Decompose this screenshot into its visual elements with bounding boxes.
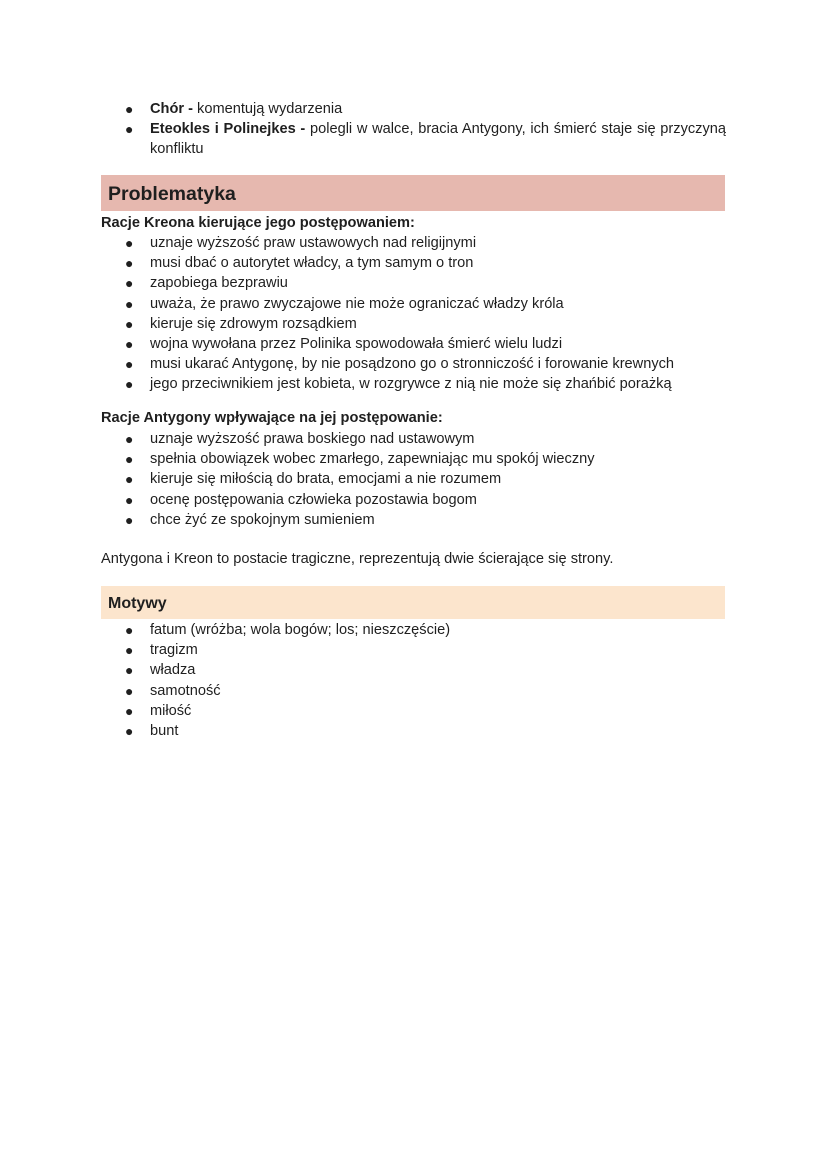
list-item — [125, 273, 750, 293]
list-item — [125, 233, 750, 253]
list-item-text: spełnia obowiązek wobec zmarłego, zapewniając mu spokój wieczny — [150, 451, 595, 468]
bullet-icon: ● — [125, 255, 134, 272]
bullet-icon: ● — [125, 376, 134, 393]
bullet-icon: ● — [125, 471, 134, 488]
list-item — [125, 354, 750, 374]
list-item-text: uważa, że prawo zwyczajowe nie może ograniczać władzy króla — [150, 295, 564, 312]
list-item — [125, 469, 750, 489]
summary-paragraph: Antygona i Kreon to postacie tragiczne, reprezentują dwie ścierające się strony. — [101, 551, 614, 567]
bullet-icon: ● — [125, 491, 134, 508]
list-item-text: samotność — [150, 682, 221, 699]
bullet-icon: ● — [125, 356, 134, 373]
list-item-text: uznaje wyższość prawa boskiego nad ustawowym — [150, 431, 475, 447]
list-item-text: miłość — [150, 702, 192, 719]
bullet-icon: ● — [125, 295, 134, 312]
bullet-icon: ● — [125, 275, 134, 292]
list-item — [125, 253, 750, 273]
motifs-list — [125, 620, 750, 741]
list-item — [125, 701, 750, 721]
list-item-text: jego przeciwnikiem jest kobieta, w rozgrywce z nią nie może się zhańbić porażką — [150, 376, 672, 393]
kreon-reasons-list — [125, 233, 750, 395]
character-list — [125, 99, 726, 160]
list-item-text: kieruje się zdrowym rozsądkiem — [150, 315, 357, 332]
list-item — [125, 294, 750, 314]
list-item — [125, 314, 750, 334]
bullet-icon: ● — [125, 682, 134, 699]
list-item-text: tragizm — [150, 642, 198, 659]
bullet-icon: ● — [125, 315, 134, 332]
character-name: Eteokles i Polinejkes - — [150, 121, 306, 138]
list-item — [125, 640, 750, 660]
list-item — [125, 334, 750, 354]
list-item-text: kieruje się miłością do brata, emocjami a nie rozumem — [150, 471, 502, 488]
list-item — [125, 660, 750, 680]
bullet-icon: ● — [125, 336, 134, 353]
list-item-text: wojna wywołana przez Polinika spowodowała śmierć wielu ludzi — [150, 336, 563, 353]
list-item — [125, 429, 750, 449]
list-item-text: musi ukarać Antygonę, by nie posądzono go o stronniczość i forowanie krewnych — [150, 356, 675, 373]
character-description: komentują wydarzenia — [197, 101, 343, 117]
bullet-icon: ● — [125, 511, 134, 528]
list-item-text: ocenę postępowania człowieka pozostawia bogom — [150, 491, 477, 508]
list-item — [125, 99, 726, 119]
subheading-antygona: Racje Antygony wpływające na jej postępowanie: — [101, 410, 443, 426]
section-heading-motywy: Motywy — [101, 586, 725, 619]
list-item — [125, 510, 750, 530]
list-item — [125, 721, 750, 741]
list-item-text: uznaje wyższość praw ustawowych nad religijnymi — [150, 235, 477, 251]
list-item — [125, 681, 750, 701]
list-item — [125, 449, 750, 469]
list-item-text: zapobiega bezprawiu — [150, 275, 288, 292]
list-item-text: fatum (wróżba; wola bogów; los; nieszczęście) — [150, 622, 451, 638]
bullet-icon: ● — [125, 235, 134, 251]
list-item-text: bunt — [150, 723, 179, 740]
bullet-icon: ● — [125, 723, 134, 740]
list-item — [125, 119, 726, 159]
list-item-text: chce żyć ze spokojnym sumieniem — [150, 511, 375, 528]
list-item — [125, 620, 750, 640]
bullet-icon: ● — [125, 662, 134, 679]
subheading-kreon: Racje Kreona kierujące jego postępowaniem: — [101, 215, 415, 231]
bullet-icon: ● — [125, 121, 134, 138]
bullet-icon: ● — [125, 101, 134, 117]
character-description: polegli w walce, bracia Antygony, ich śmierć staje się przyczyną konfliktu — [150, 121, 726, 158]
list-item-text: musi dbać o autorytet władcy, a tym samym o tron — [150, 255, 474, 272]
section-heading-problematyka: Problematyka — [101, 175, 725, 211]
bullet-icon: ● — [125, 642, 134, 659]
bullet-icon: ● — [125, 702, 134, 719]
list-item-text: władza — [150, 662, 196, 679]
antygona-reasons-list — [125, 429, 750, 530]
bullet-icon: ● — [125, 622, 134, 638]
character-name: Chór - — [150, 101, 193, 117]
list-item — [125, 490, 750, 510]
list-item — [125, 374, 750, 394]
bullet-icon: ● — [125, 451, 134, 468]
bullet-icon: ● — [125, 431, 134, 447]
